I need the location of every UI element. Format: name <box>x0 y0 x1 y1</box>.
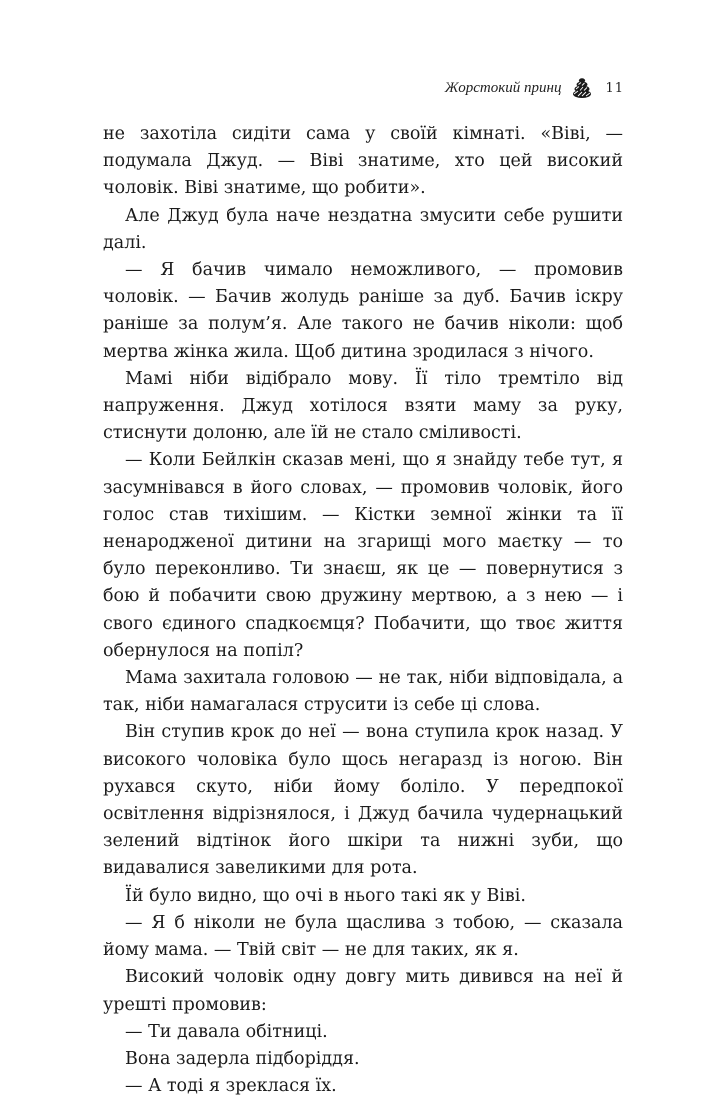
paragraph: Мама захитала головою — не так, ніби відповідала, а так, ніби намагалася струсити із себе ці слова. <box>103 668 623 716</box>
paragraph: Але Джуд була наче нездатна змусити себе рушити далі. <box>103 205 623 253</box>
paragraph: Їй було видно, що очі в нього такі як у Віві. <box>125 885 526 906</box>
paragraph: Він ступив крок до неї — вона ступила крок назад. У високого чоловіка було щось негаразд із ногою. Він рухався скуто, ніби йому боліло. У передпокої освітлення відрізнялося, і Джуд бачила чудернацький зелений відтінок його шкіри та нижні зуби, що видавалися завеликими для рота. <box>103 722 623 879</box>
pinecone-icon <box>569 75 595 101</box>
paragraph: Вона задерла підборіддя. <box>125 1048 360 1069</box>
paragraph: Мамі ніби відібрало мову. Її тіло тремтіло від напруження. Джуд хотілося взяти маму за руку, стиснути долоню, але їй не стало сміливості. <box>103 368 623 444</box>
paragraph: — Коли Бейлкін сказав мені, що я знайду тебе тут, я засумнівався в його словах, — промовив чоловік, його голос став тихішим. — Кістки земної жінки та її ненародженої дитини на згарищі мого маєтку — то було переконливо. Ти знаєш, як це — повернутися з бою й побачити свою дружину мертвою, а з нею — і свого єдиного спадкоємця? Побачити, що твоє життя обернулося на попіл? <box>103 450 623 661</box>
running-head <box>445 75 624 101</box>
paragraph: — Я бачив чимало неможливого, — промовив чоловік. — Бачив жолудь раніше за дуб. Бачив іскру раніше за полум’я. Але такого не бачив ніколи: щоб мертва жінка жила. Щоб дитина зродилася з нічого. <box>103 260 623 362</box>
paragraph: — Ти давала обітниці. <box>125 1021 328 1042</box>
paragraph: не захотіла сидіти сама у своїй кімнаті. «Віві, — подумала Джуд. — Віві знатиме, хто цей високий чоловік. Віві знатиме, що робити». <box>103 124 623 199</box>
page-number: 11 <box>605 80 624 96</box>
paragraph: — Я б ніколи не була щаслива з тобою, — сказала йому мама. — Твій світ — не для таких, як я. <box>103 912 623 961</box>
paragraph: Високий чоловік одну довгу мить дивився на неї й урешті промовив: <box>103 967 623 1015</box>
running-title: Жорстокий принц <box>444 79 562 96</box>
body-text <box>103 121 623 1100</box>
paragraph: — А тоді я зреклася їх. <box>125 1076 337 1097</box>
